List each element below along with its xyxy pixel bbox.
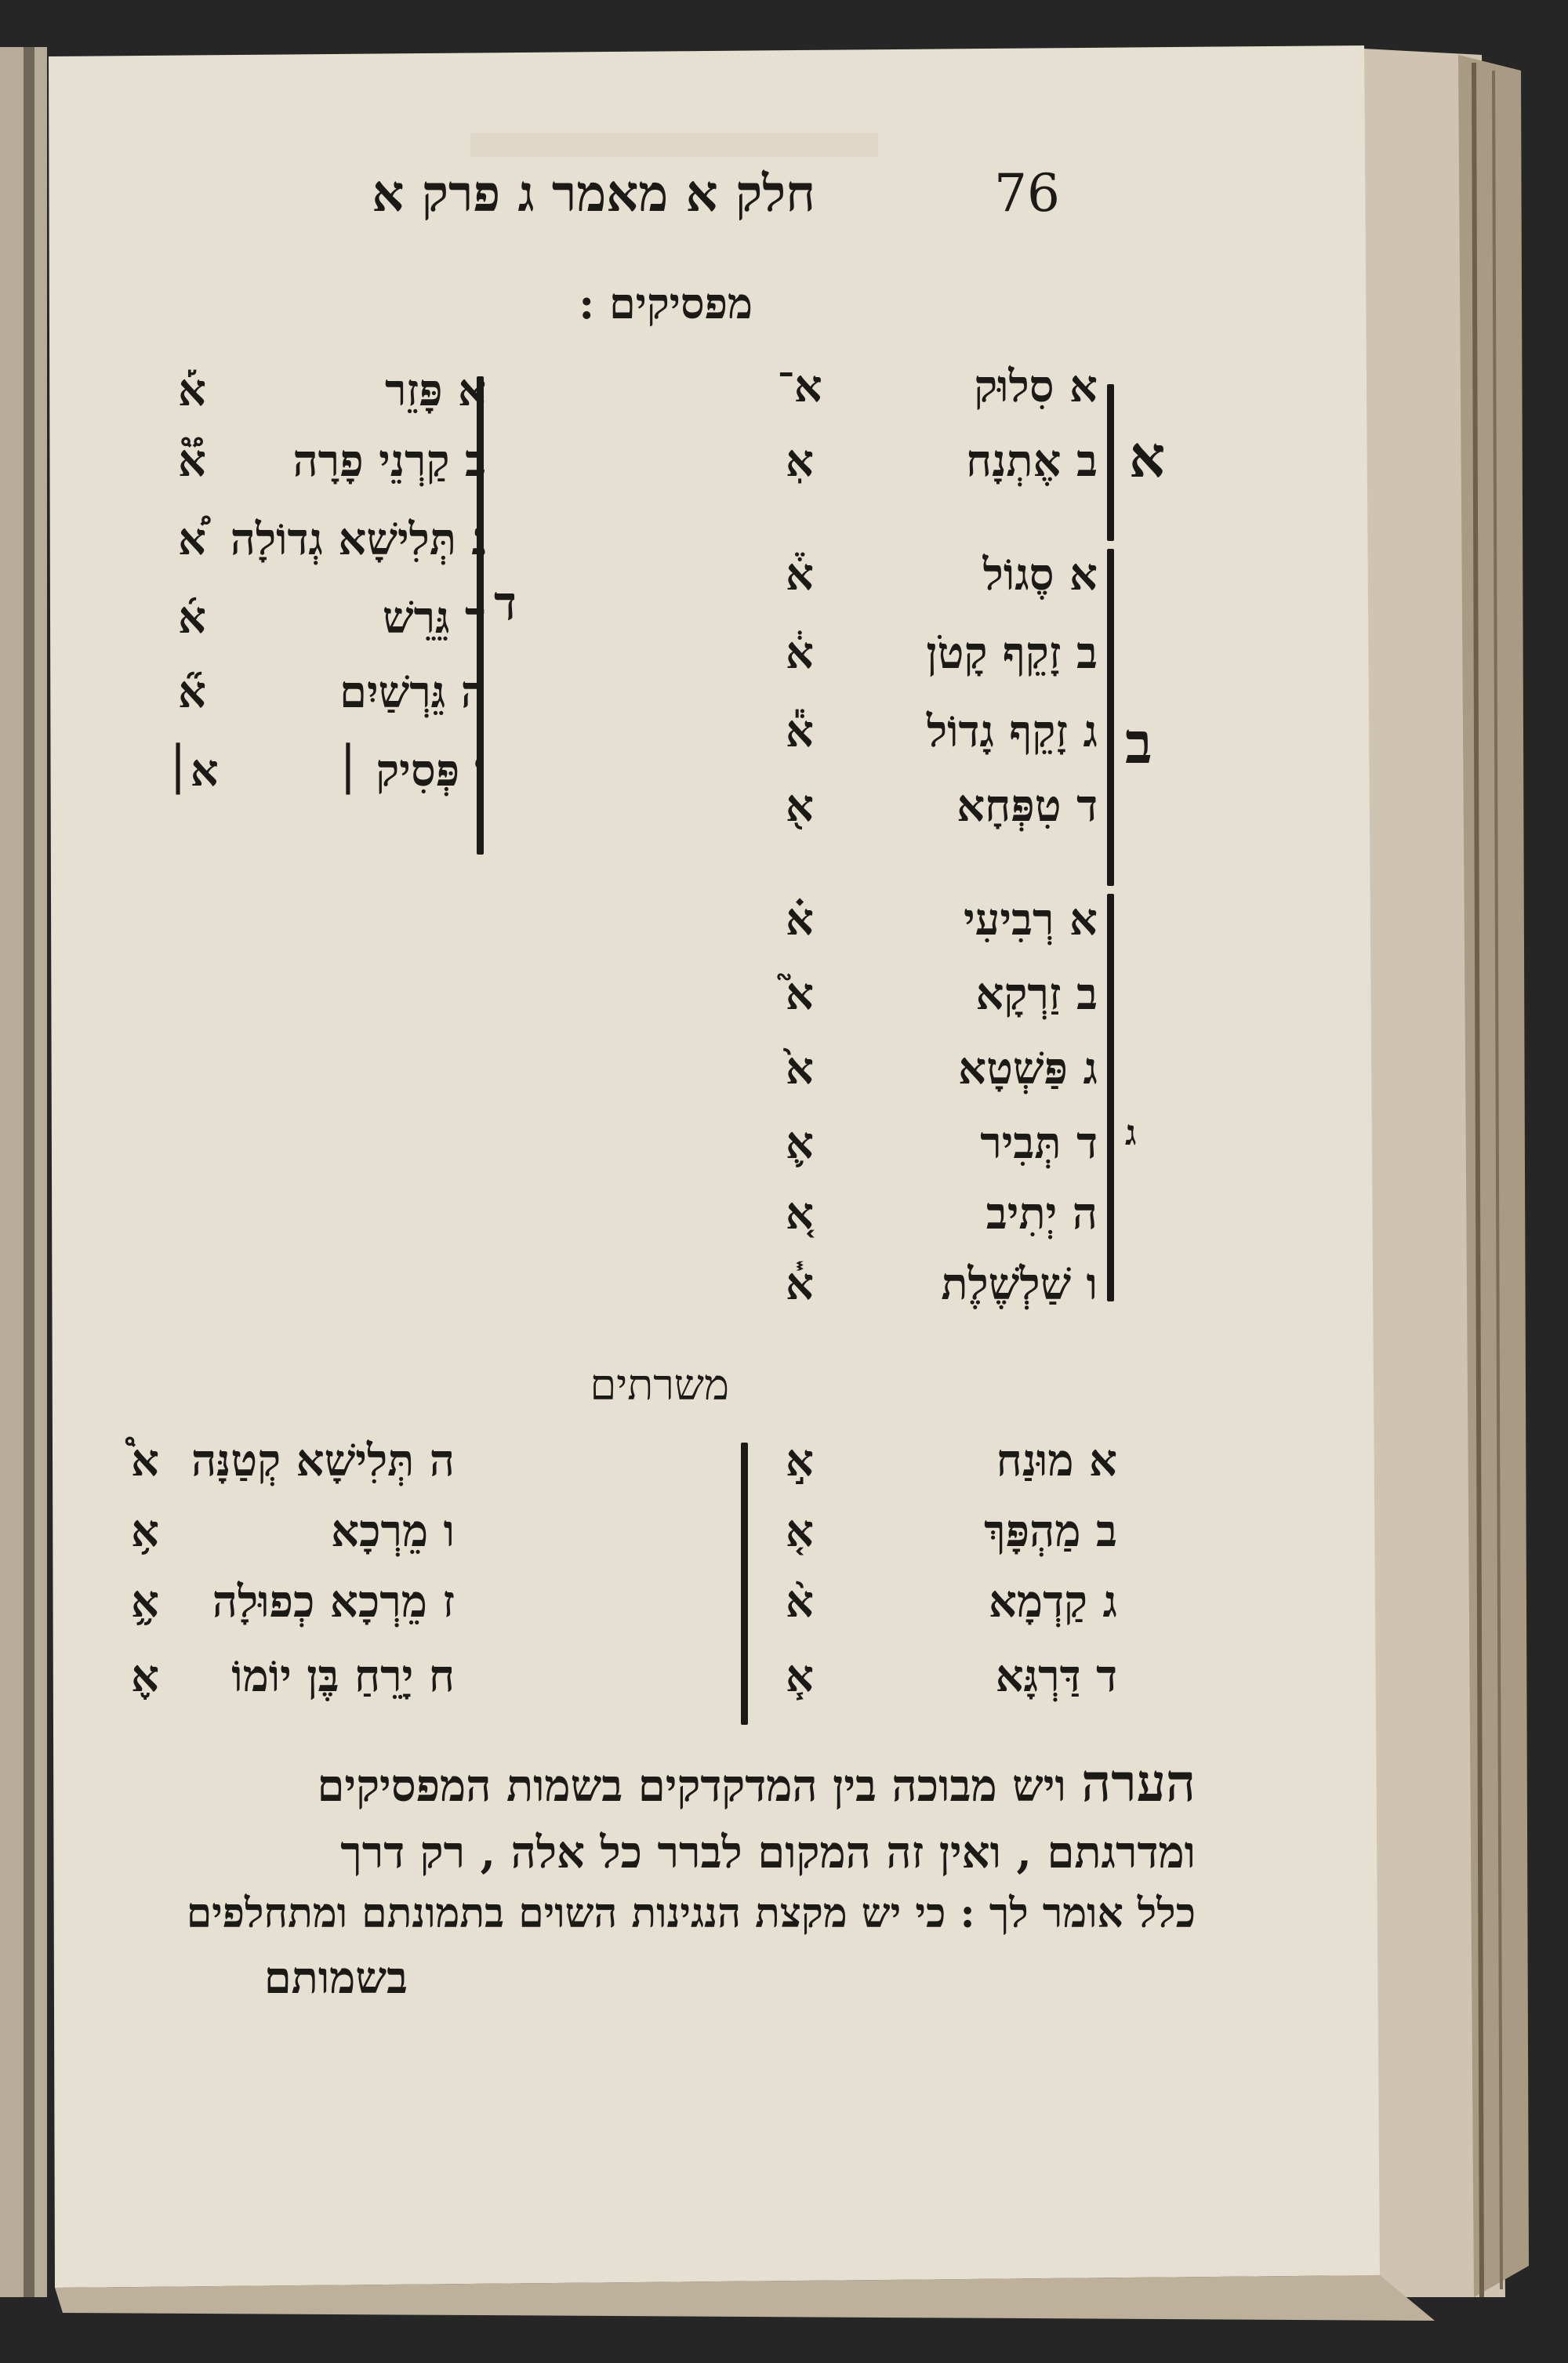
page-number: 76 [994,163,1060,223]
note-line-2: ומדרגתם , ואין זה המקום לברר כל אלה , רק דרך [340,1827,1196,1878]
separator-mark: א֚ [786,1188,814,1240]
group-letter-bet: ב [1125,710,1152,776]
separator-mark: א׀ [165,745,219,797]
group-letter-gimel: ג [1125,1113,1137,1153]
note-line-1 [317,1752,1196,1814]
note-line-text: ויש מבוכה בין המדקדקים בשמות המפסיקים [317,1760,1066,1812]
separator-item: ב זָקֵף קָטֹן [926,627,1098,679]
servant-item: ו מֵרְכָא [331,1505,455,1557]
separator-item: ה גֵּרְשַׁיִם [339,666,486,718]
separator-mark: א֒ [786,549,814,601]
bracket-group-bet [1107,549,1114,886]
separator-mark: א֓ [786,1258,814,1310]
servant-mark: א֪ [131,1650,159,1702]
note-lead-word: הערה [1081,1752,1196,1813]
bracket-servants [741,1443,748,1725]
separator-mark: א֕ [786,706,814,757]
separator-mark: א֡ [178,365,206,416]
servant-mark: א֣ [786,1435,814,1486]
bracket-group-gimel [1107,894,1114,1301]
servant-mark: א֧ [786,1650,814,1702]
separator-mark: א֟ [178,435,206,487]
group-letter-aleph: א [1129,423,1166,490]
note-line-4: בשמותם [263,1952,408,2004]
separator-item: ג תְּלִישָׁא גְדוֹלָה [230,514,486,565]
separator-mark: א֛ [786,1117,814,1169]
separators-heading: מפסיקים : [579,278,753,328]
running-head: חלק א מאמר ג פרק א [372,165,815,223]
separator-mark: א־ [777,361,822,412]
servant-mark: א֥ [131,1505,159,1557]
note-line-3: כלל אומר לך : כי יש מקצת הנגינות השוים בתמונתם ומתחלפים [186,1889,1196,1937]
separator-item: א סִלוּק [974,361,1098,412]
servant-item: א מוּנַח [996,1435,1117,1486]
separator-item: ד גֵּרֵשׁ [382,592,486,644]
separator-item: ב אֶתְנָח [966,435,1098,487]
servant-item: ז מֵרְכָא כְפוּלָה [212,1576,455,1628]
group-letter-dalet: ד [494,576,517,631]
separator-item: א רְבִיעִי [963,894,1098,946]
separator-mark: א֜ [178,592,206,644]
servants-heading: משרתים [590,1360,729,1410]
separator-item: ב זַרְקָא [975,968,1098,1020]
separator-item: ב קַרְנֵי פָרָה [292,435,486,487]
bracket-group-aleph [1107,384,1114,541]
separator-item: ו פְּסִיק ׀ [336,745,486,797]
separator-mark: א֙ [786,1043,814,1094]
separator-mark: א֔ [786,627,814,679]
separator-mark: א֖ [786,780,814,832]
servant-item: ב מַהְפָּךְ [984,1505,1117,1557]
separator-mark: א֗ [786,894,814,946]
separator-item: ד תְּבִיר [980,1117,1098,1169]
separator-item: ג זָקֵף גָדוֹל [926,706,1098,757]
separator-item: ד טִפְּחָא [956,780,1098,832]
separator-mark: א֠ [178,514,206,565]
servant-item: ג קַדְמָא [988,1576,1117,1628]
servant-item: ח יָרֵחַ בֶּן יוֹמוֹ [231,1650,455,1702]
servant-item: ד דַּרְגָּא [995,1650,1117,1702]
separator-item: א פָּזֵר [384,365,486,416]
separator-mark: אֽ [786,435,814,487]
separator-item: ה יְתִיב [985,1188,1098,1240]
servant-mark: א֩ [131,1435,159,1486]
servant-item: ה תְּלִישָׁא קְטַנָּה [191,1435,455,1486]
separator-item: א סֶגוֹל [982,549,1098,601]
separator-item: ו שַׁלְשֶׁלֶת [941,1258,1098,1310]
servant-mark: א֤ [786,1505,814,1557]
servant-mark: א֦ [131,1576,159,1628]
servant-mark: א֨ [786,1576,814,1628]
separator-item: ג פַּשְׁטָא [958,1043,1098,1094]
separator-mark: א֞ [178,666,206,718]
separator-mark: א֮ [786,968,814,1020]
